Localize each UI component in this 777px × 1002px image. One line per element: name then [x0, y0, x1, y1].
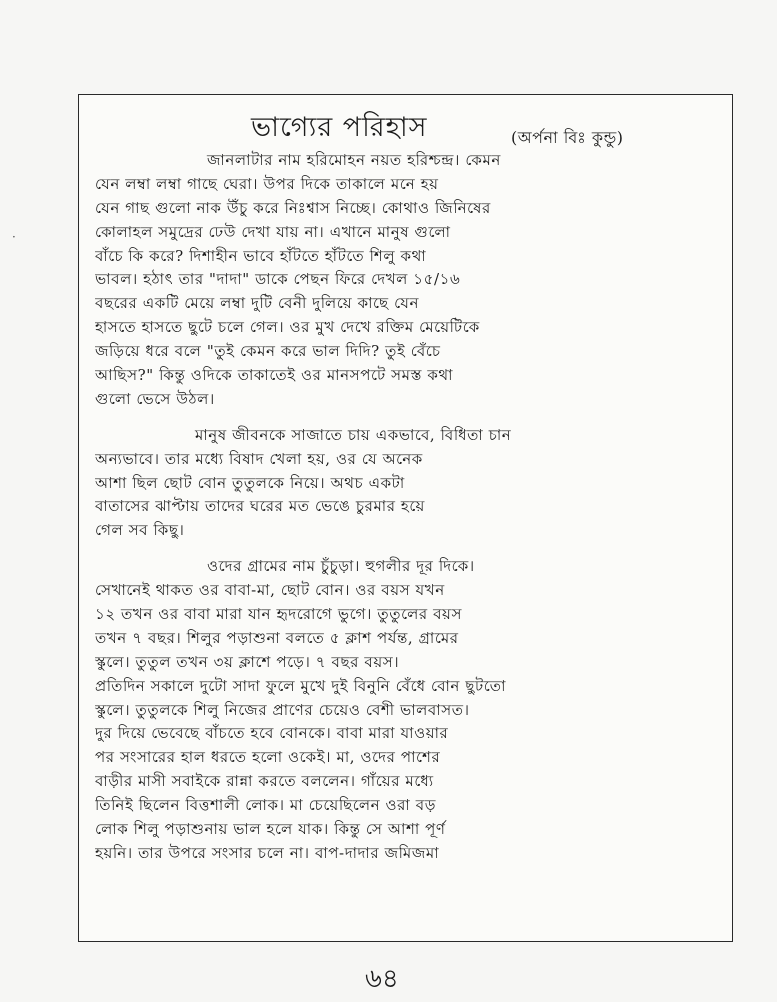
text-line: গেল সব কিছু। [95, 521, 185, 540]
text-line: গুলো ভেসে উঠল। [95, 389, 215, 408]
text-line: আছিস?" কিন্তু ওদিকে তাকাতেই ওর মানসপটে সমস্ত কথা [95, 366, 454, 385]
page-number: ৬৪ [365, 964, 399, 994]
text-line: হাসতে হাসতে ছুটে চলে গেল। ওর মুখ দেখে রক্তিম মেয়েটিকে [95, 318, 480, 337]
story-body [95, 149, 718, 866]
text-line: যেন গাছ গুলো নাক উঁচু করে নিঃশ্বাস নিচ্ছে। কোথাও জিনিষের [95, 198, 491, 217]
text-line: দুর দিয়ে ভেবেছে বাঁচতে হবে বোনকে। বাবা মারা যাওয়ার [95, 724, 449, 743]
text-line: জানলাটার নাম হরিমোহন নয়ত হরিশ্চন্দ্র। কেমন [207, 151, 501, 169]
story-title: ভাগ্যের পরিহাস [251, 112, 428, 143]
handwritten-page [78, 94, 733, 942]
text-line: আশা ছিল ছোট বোন তুতুলকে নিয়ে। অথচ একটা [95, 473, 405, 492]
text-line: বাড়ীর মাসী সবাইকে রান্না করতে বললেন। গাঁয়ের মধ্যে [95, 772, 434, 791]
text-line: স্কুলে। তুতুলকে শিলু নিজের প্রাণের চেয়েও বেশী ভালবাসত। [95, 700, 470, 719]
text-line: তিনিই ছিলেন বিত্তশালী লোক। মা চেয়েছিলেন ওরা বড় [95, 796, 436, 815]
text-line: প্রতিদিন সকালে দুটো সাদা ফুলে মুখে দুই বিনুনি বেঁধে বোন ছুটতো [95, 676, 507, 695]
text-line: তখন ৭ বছর। শিলুর পড়াশুনা বলতে ৫ ক্লাশ পর্যন্ত, গ্রামের [95, 628, 459, 647]
text-line: জড়িয়ে ধরে বলে "তুই কেমন করে ভাল দিদি? তুই বেঁচে [95, 342, 441, 361]
text-line: বাঁচে কি করে? দিশাহীন ভাবে হাঁটতে হাঁটতে শিলু কথা [95, 246, 427, 265]
author-name: (অর্পনা বিঃ কুন্ডু) [511, 128, 624, 147]
text-line: মানুষ জীবনকে সাজাতে চায় একভাবে, বিধিতা চান [195, 425, 512, 444]
text-line: অন্যভাবে। তার মধ্যে বিষাদ খেলা হয়, ওর যে অনেক [95, 449, 423, 468]
text-line: কোলাহল সমুদ্রের ঢেউ দেখা যায় না। এখানে মানুষ গুলো [95, 222, 451, 241]
text-line: যেন লম্বা লম্বা গাছে ঘেরা। উপর দিকে তাকালে মনে হয় [95, 174, 439, 193]
text-line: হয়নি। তার উপরে সংসার চলে না। বাপ-দাদার জমিজমা [95, 843, 440, 862]
title-row [79, 103, 732, 147]
text-line: সেখানেই থাকত ওর বাবা-মা, ছোট বোন। ওর বয়স যখন [95, 581, 445, 600]
paragraph-gap [95, 543, 718, 555]
text-line: লোক শিলু পড়াশুনায় ভাল হলে যাক। কিন্তু সে আশা পূর্ণ [95, 820, 446, 839]
text-line: ওদের গ্রামের নাম চুঁচুড়া। হুগলীর দূর দিকে। [207, 557, 475, 576]
text-line: স্কুলে। তুতুল তখন ৩য় ক্লাশে পড়ে। ৭ বছর বয়স। [95, 652, 400, 671]
text-line: পর সংসারের হাল ধরতে হলো ওকেই। মা, ওদের পাশের [95, 748, 441, 767]
text-line: ভাবল। হঠাৎ তার "দাদা" ডাকে পেছন ফিরে দেখল ১৫/১৬ [95, 270, 461, 289]
text-line: ১২ তখন ওর বাবা মারা যান হৃদরোগে ভুগে। তুতুলের বয়স [95, 605, 463, 624]
text-line: বাতাসের ঝাপ্টায় তাদের ঘরের মত ভেঙে চুরমার হয়ে [95, 497, 425, 516]
text-line: বছরের একটি মেয়ে লম্বা দুটি বেনী দুলিয়ে কাছে যেন [95, 294, 419, 313]
margin-mark: · [12, 230, 16, 244]
paragraph-gap [95, 412, 718, 424]
